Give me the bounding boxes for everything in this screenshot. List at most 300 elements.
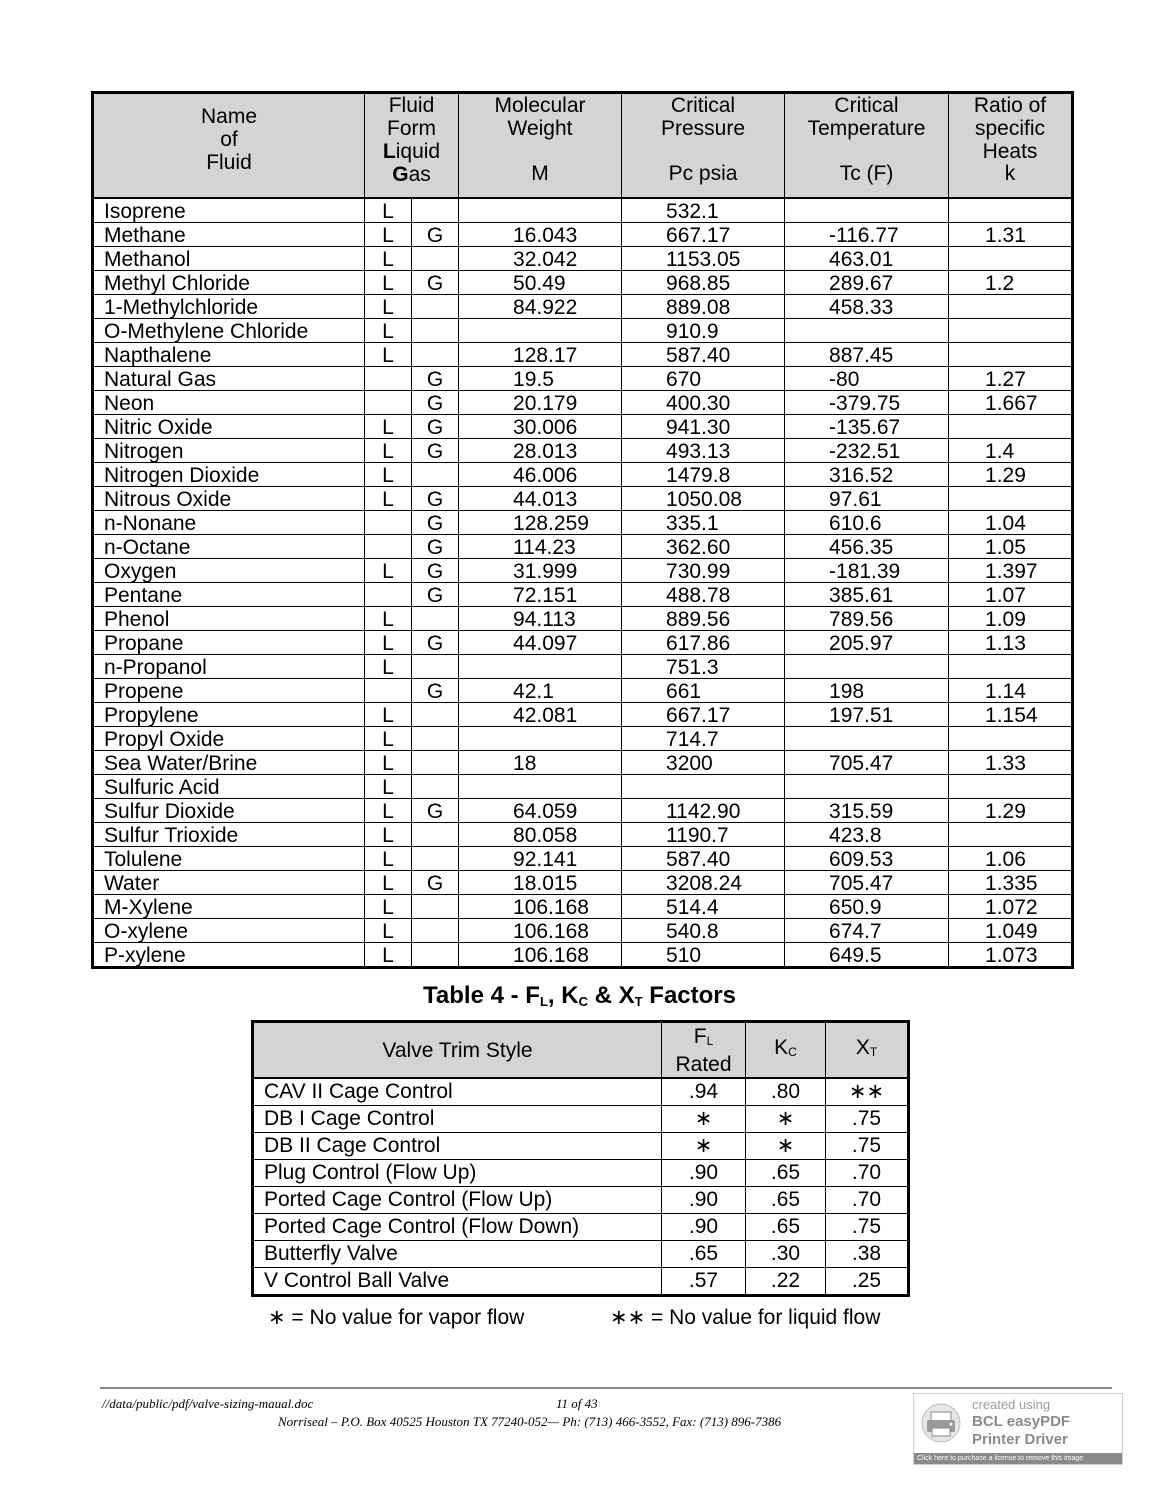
critical-pressure-cell: 514.4 [622,895,785,919]
fl-value-cell: .90 [662,1214,746,1241]
fluid-name-cell: O-Methylene Chloride [93,319,365,343]
header-fluid-form [365,93,459,199]
fluid-name-cell: n-Octane [93,535,365,559]
critical-temperature-cell: 705.47 [785,751,949,775]
critical-temperature-cell: 289.67 [785,271,949,295]
fluid-name-cell: Methane [93,223,365,247]
molecular-weight-cell: 46.006 [459,463,622,487]
fluid-row [93,607,1073,631]
footer-page-number: 11 of 43 [556,1396,598,1411]
fluid-row [93,367,1073,391]
liquid-flag-cell: L [365,198,412,223]
fluid-name-cell: Napthalene [93,343,365,367]
valve-trim-style-cell: V Control Ball Valve [253,1268,662,1296]
header-tc-line2: Temperature [807,117,926,140]
fluid-row [93,631,1073,655]
fluid-name-cell: Nitrogen [93,439,365,463]
molecular-weight-cell: 106.168 [459,919,622,943]
specific-heat-ratio-cell [949,319,1073,343]
header-fl-main: F [693,1024,707,1048]
liquid-flag-cell [365,511,412,535]
critical-pressure-cell [622,775,785,799]
fluid-name-cell: Sulfur Trioxide [93,823,365,847]
header-fl-sub: L [706,1033,714,1048]
fluid-row [93,247,1073,271]
molecular-weight-cell: 18.015 [459,871,622,895]
badge-purchase-link[interactable]: Click here to purchase a license to remove this image [914,1453,1122,1464]
critical-temperature-cell: 463.01 [785,247,949,271]
fluid-row [93,895,1073,919]
valve-trim-style-cell: Ported Cage Control (Flow Up) [253,1187,662,1214]
valve-factors-table [251,1020,910,1297]
liquid-flag-cell: L [365,487,412,511]
critical-pressure-cell: 1479.8 [622,463,785,487]
header-kc [746,1022,826,1079]
fl-value-cell: .65 [662,1241,746,1268]
critical-temperature-cell: 385.61 [785,583,949,607]
molecular-weight-cell: 80.058 [459,823,622,847]
fl-value-cell: ∗ [662,1106,746,1133]
header-name-line3: Fluid [206,151,252,174]
fluid-name-cell: Nitric Oxide [93,415,365,439]
critical-temperature-cell: 198 [785,679,949,703]
table4-title-xt: X [618,982,635,1009]
valve-trim-style-cell: Butterfly Valve [253,1241,662,1268]
header-name [93,93,365,199]
molecular-weight-cell: 72.151 [459,583,622,607]
fluid-row [93,391,1073,415]
specific-heat-ratio-cell [949,247,1073,271]
header-form-liquid [365,140,458,163]
specific-heat-ratio-cell: 1.05 [949,535,1073,559]
header-kc-main: K [774,1036,789,1059]
kc-value-cell: .80 [746,1078,826,1106]
critical-temperature-cell: 197.51 [785,703,949,727]
header-mw-line2: Weight [507,117,573,140]
critical-temperature-cell: -379.75 [785,391,949,415]
gas-flag-cell: G [412,679,459,703]
specific-heat-ratio-cell: 1.29 [949,463,1073,487]
header-pc-line2: Pressure [661,117,746,140]
header-mw-line1: Molecular [494,94,586,117]
fluid-name-cell: Nitrogen Dioxide [93,463,365,487]
critical-temperature-cell: 887.45 [785,343,949,367]
critical-pressure-cell: 3208.24 [622,871,785,895]
molecular-weight-cell: 18 [459,751,622,775]
critical-pressure-cell: 1153.05 [622,247,785,271]
molecular-weight-cell: 114.23 [459,535,622,559]
header-critical-temperature [785,93,949,199]
fluid-name-cell: Methanol [93,247,365,271]
factors-header-row [253,1022,909,1079]
fluid-name-cell: Natural Gas [93,367,365,391]
specific-heat-ratio-cell: 1.06 [949,847,1073,871]
critical-pressure-cell: 540.8 [622,919,785,943]
gas-flag-cell: G [412,583,459,607]
liquid-flag-cell: L [365,607,412,631]
fluid-name-cell: Nitrous Oxide [93,487,365,511]
gas-flag-cell: G [412,799,459,823]
table4-title-fl: F [525,982,540,1009]
liquid-flag-cell: L [365,895,412,919]
header-form-line1: Fluid [388,94,435,117]
valve-trim-style-cell: Ported Cage Control (Flow Down) [253,1214,662,1241]
critical-pressure-cell: 968.85 [622,271,785,295]
fluid-name-cell: Oxygen [93,559,365,583]
factors-row [253,1133,909,1160]
fluid-row [93,271,1073,295]
specific-heat-ratio-cell: 1.397 [949,559,1073,583]
xt-value-cell: .75 [826,1214,909,1241]
fluid-table-body [93,198,1073,968]
gas-flag-cell [412,607,459,631]
gas-flag-cell: G [412,439,459,463]
fluid-row [93,583,1073,607]
fluid-row [93,943,1073,968]
liquid-flag-cell [365,535,412,559]
critical-pressure-cell: 910.9 [622,319,785,343]
table4-title-kc: K [561,982,579,1009]
fluid-name-cell: Propyl Oxide [93,727,365,751]
specific-heat-ratio-cell [949,655,1073,679]
critical-temperature-cell: -80 [785,367,949,391]
molecular-weight-cell [459,727,622,751]
fluid-name-cell: M-Xylene [93,895,365,919]
critical-pressure-cell: 941.30 [622,415,785,439]
table4-title-fl-sub: L [539,994,548,1009]
molecular-weight-cell: 92.141 [459,847,622,871]
header-form-gas [365,163,458,186]
footnote-liquid: ∗∗ = No value for liquid flow [610,1306,881,1329]
critical-temperature-cell: 423.8 [785,823,949,847]
specific-heat-ratio-cell: 1.073 [949,943,1073,968]
molecular-weight-cell [459,319,622,343]
fluid-name-cell: n-Propanol [93,655,365,679]
xt-value-cell: .75 [826,1133,909,1160]
table4-title [0,982,1159,1010]
liquid-flag-cell: L [365,319,412,343]
liquid-flag-cell: L [365,559,412,583]
header-k-line2: specific [975,117,1046,140]
header-k-line1: Ratio of [973,94,1047,117]
critical-temperature-cell [785,775,949,799]
specific-heat-ratio-cell: 1.09 [949,607,1073,631]
specific-heat-ratio-cell: 1.2 [949,271,1073,295]
specific-heat-ratio-cell [949,295,1073,319]
fluid-name-cell: Sea Water/Brine [93,751,365,775]
header-xt-main: X [855,1036,870,1059]
molecular-weight-cell: 20.179 [459,391,622,415]
gas-flag-cell: G [412,223,459,247]
specific-heat-ratio-cell: 1.072 [949,895,1073,919]
header-molecular-weight [459,93,622,199]
fluid-row [93,198,1073,223]
footer-address: Norriseal – P.O. Box 40525 Houston TX 77240-052— Ph: (713) 466-3552, Fax: (713) 896-7386 [278,1414,782,1429]
specific-heat-ratio-cell: 1.04 [949,511,1073,535]
critical-temperature-cell: 789.56 [785,607,949,631]
critical-temperature-cell: 705.47 [785,871,949,895]
badge-caption: created using [972,1397,1051,1412]
critical-pressure-cell: 1142.90 [622,799,785,823]
liquid-flag-cell: L [365,919,412,943]
kc-value-cell: .65 [746,1187,826,1214]
header-name-line1: Name [200,105,258,128]
fluid-row [93,751,1073,775]
fluid-row [93,559,1073,583]
factors-row [253,1187,909,1214]
molecular-weight-cell: 42.1 [459,679,622,703]
liquid-flag-cell: L [365,247,412,271]
specific-heat-ratio-cell [949,415,1073,439]
fl-value-cell: .94 [662,1078,746,1106]
header-kc-sub: C [788,1045,797,1059]
gas-flag-cell: G [412,367,459,391]
liquid-flag-cell: L [365,655,412,679]
critical-temperature-cell: 205.97 [785,631,949,655]
fluid-row [93,223,1073,247]
gas-initial: G [392,163,409,186]
kc-value-cell: ∗ [746,1106,826,1133]
footer-divider [100,1387,1112,1389]
fluid-name-cell: Phenol [93,607,365,631]
critical-pressure-cell: 587.40 [622,847,785,871]
header-k-line3: Heats [982,140,1038,163]
fl-value-cell: .57 [662,1268,746,1296]
critical-pressure-cell: 730.99 [622,559,785,583]
critical-pressure-cell: 661 [622,679,785,703]
specific-heat-ratio-cell: 1.14 [949,679,1073,703]
fluid-name-cell: Sulfur Dioxide [93,799,365,823]
fluid-name-cell: Neon [93,391,365,415]
fl-value-cell: .90 [662,1187,746,1214]
kc-value-cell: .30 [746,1241,826,1268]
header-k-unit: k [1004,162,1016,185]
fluid-name-cell: Isoprene [93,198,365,223]
critical-pressure-cell: 1050.08 [622,487,785,511]
critical-temperature-cell [785,198,949,223]
liquid-flag-cell: L [365,223,412,247]
header-tc-unit: Tc (F) [839,162,894,185]
valve-trim-style-cell: CAV II Cage Control [253,1078,662,1106]
molecular-weight-cell: 128.17 [459,343,622,367]
valve-trim-style-cell: DB II Cage Control [253,1133,662,1160]
fluid-row [93,919,1073,943]
critical-pressure-cell: 889.08 [622,295,785,319]
header-fl-rated-label: Rated [675,1052,732,1076]
fluid-name-cell: Propane [93,631,365,655]
critical-temperature-cell: -232.51 [785,439,949,463]
critical-pressure-cell: 1190.7 [622,823,785,847]
critical-temperature-cell: 674.7 [785,919,949,943]
critical-pressure-cell: 362.60 [622,535,785,559]
gas-rest: as [408,163,431,186]
header-ratio-specific-heats [949,93,1073,199]
fluid-row [93,703,1073,727]
header-tc-line1: Critical [834,94,899,117]
fluid-name-cell: 1-Methylchloride [93,295,365,319]
kc-value-cell: .65 [746,1214,826,1241]
liquid-flag-cell: L [365,871,412,895]
fluid-row [93,679,1073,703]
fluid-row [93,343,1073,367]
gas-flag-cell: G [412,535,459,559]
specific-heat-ratio-cell [949,343,1073,367]
table4-title-prefix: Table 4 - [423,982,526,1009]
gas-flag-cell [412,943,459,968]
header-critical-pressure [622,93,785,199]
fluid-properties-table [91,91,1074,969]
critical-temperature-cell: -181.39 [785,559,949,583]
specific-heat-ratio-cell: 1.4 [949,439,1073,463]
molecular-weight-cell [459,775,622,799]
critical-pressure-cell: 510 [622,943,785,968]
xt-value-cell: .70 [826,1187,909,1214]
critical-pressure-cell: 667.17 [622,703,785,727]
critical-pressure-cell: 889.56 [622,607,785,631]
molecular-weight-cell: 128.259 [459,511,622,535]
table4-title-kc-sub: C [578,994,588,1009]
gas-flag-cell [412,895,459,919]
liquid-flag-cell: L [365,823,412,847]
critical-pressure-cell: 667.17 [622,223,785,247]
valve-trim-style-cell: DB I Cage Control [253,1106,662,1133]
footnote-vapor: ∗ = No value for vapor flow [268,1306,525,1329]
fluid-row [93,655,1073,679]
molecular-weight-cell: 44.097 [459,631,622,655]
critical-temperature-cell: -135.67 [785,415,949,439]
critical-temperature-cell: 609.53 [785,847,949,871]
xt-value-cell: .38 [826,1241,909,1268]
critical-pressure-cell: 532.1 [622,198,785,223]
fluid-row [93,847,1073,871]
fl-value-cell: .90 [662,1160,746,1187]
factors-row [253,1241,909,1268]
badge-product-name: BCL easyPDF [972,1413,1071,1430]
table4-title-xt-sub: T [634,994,643,1009]
gas-flag-cell [412,247,459,271]
critical-temperature-cell [785,727,949,751]
critical-temperature-cell [785,319,949,343]
critical-pressure-cell: 617.86 [622,631,785,655]
fluid-row [93,823,1073,847]
gas-flag-cell [412,847,459,871]
molecular-weight-cell: 30.006 [459,415,622,439]
header-valve-trim-style: Valve Trim Style [253,1022,662,1079]
molecular-weight-cell: 31.999 [459,559,622,583]
liquid-initial: L [382,140,396,163]
header-pc-unit: Pc psia [668,162,738,185]
gas-flag-cell [412,655,459,679]
header-xt [826,1022,909,1079]
liquid-flag-cell: L [365,631,412,655]
specific-heat-ratio-cell: 1.13 [949,631,1073,655]
gas-flag-cell: G [412,391,459,415]
critical-temperature-cell: 315.59 [785,799,949,823]
badge-product-type: Printer Driver [972,1431,1068,1448]
header-form-line2: Form [387,117,436,140]
specific-heat-ratio-cell: 1.29 [949,799,1073,823]
molecular-weight-cell: 64.059 [459,799,622,823]
liquid-flag-cell: L [365,271,412,295]
factors-table-body [253,1078,909,1296]
specific-heat-ratio-cell: 1.31 [949,223,1073,247]
kc-value-cell: .65 [746,1160,826,1187]
molecular-weight-cell: 84.922 [459,295,622,319]
gas-flag-cell [412,703,459,727]
liquid-flag-cell: L [365,727,412,751]
liquid-flag-cell [365,367,412,391]
gas-flag-cell [412,319,459,343]
critical-temperature-cell: 610.6 [785,511,949,535]
critical-pressure-cell: 3200 [622,751,785,775]
liquid-flag-cell: L [365,775,412,799]
fluid-name-cell: Water [93,871,365,895]
specific-heat-ratio-cell: 1.667 [949,391,1073,415]
critical-pressure-cell: 488.78 [622,583,785,607]
liquid-flag-cell: L [365,847,412,871]
header-pc-line1: Critical [670,94,736,117]
specific-heat-ratio-cell: 1.154 [949,703,1073,727]
factors-row [253,1214,909,1241]
liquid-flag-cell [365,583,412,607]
liquid-flag-cell [365,391,412,415]
gas-flag-cell [412,463,459,487]
critical-temperature-cell: 458.33 [785,295,949,319]
easypdf-watermark-badge[interactable] [913,1393,1123,1465]
footer-file-path: //data/public/pdf/valve-sizing-maual.doc [102,1396,314,1411]
fluid-row [93,463,1073,487]
critical-temperature-cell: 316.52 [785,463,949,487]
fluid-row [93,415,1073,439]
critical-pressure-cell: 587.40 [622,343,785,367]
printer-icon [920,1402,962,1444]
kc-value-cell: ∗ [746,1133,826,1160]
gas-flag-cell [412,775,459,799]
liquid-rest: iquid [395,140,441,163]
molecular-weight-cell: 44.013 [459,487,622,511]
specific-heat-ratio-cell [949,727,1073,751]
fluid-row [93,439,1073,463]
critical-temperature-cell: 456.35 [785,535,949,559]
gas-flag-cell [412,343,459,367]
factors-row [253,1106,909,1133]
molecular-weight-cell [459,655,622,679]
specific-heat-ratio-cell [949,823,1073,847]
fluid-row [93,871,1073,895]
fl-value-cell: ∗ [662,1133,746,1160]
liquid-flag-cell: L [365,751,412,775]
factors-row [253,1078,909,1106]
specific-heat-ratio-cell: 1.33 [949,751,1073,775]
critical-temperature-cell: 649.5 [785,943,949,968]
critical-pressure-cell: 670 [622,367,785,391]
fluid-name-cell: Pentane [93,583,365,607]
molecular-weight-cell [459,198,622,223]
molecular-weight-cell: 106.168 [459,895,622,919]
specific-heat-ratio-cell: 1.27 [949,367,1073,391]
liquid-flag-cell: L [365,343,412,367]
liquid-flag-cell: L [365,703,412,727]
header-xt-sub: T [869,1045,878,1059]
critical-temperature-cell: -116.77 [785,223,949,247]
fluid-row [93,511,1073,535]
gas-flag-cell [412,198,459,223]
fluid-row [93,535,1073,559]
molecular-weight-cell: 16.043 [459,223,622,247]
fluid-name-cell: P-xylene [93,943,365,968]
gas-flag-cell [412,295,459,319]
fluid-row [93,319,1073,343]
